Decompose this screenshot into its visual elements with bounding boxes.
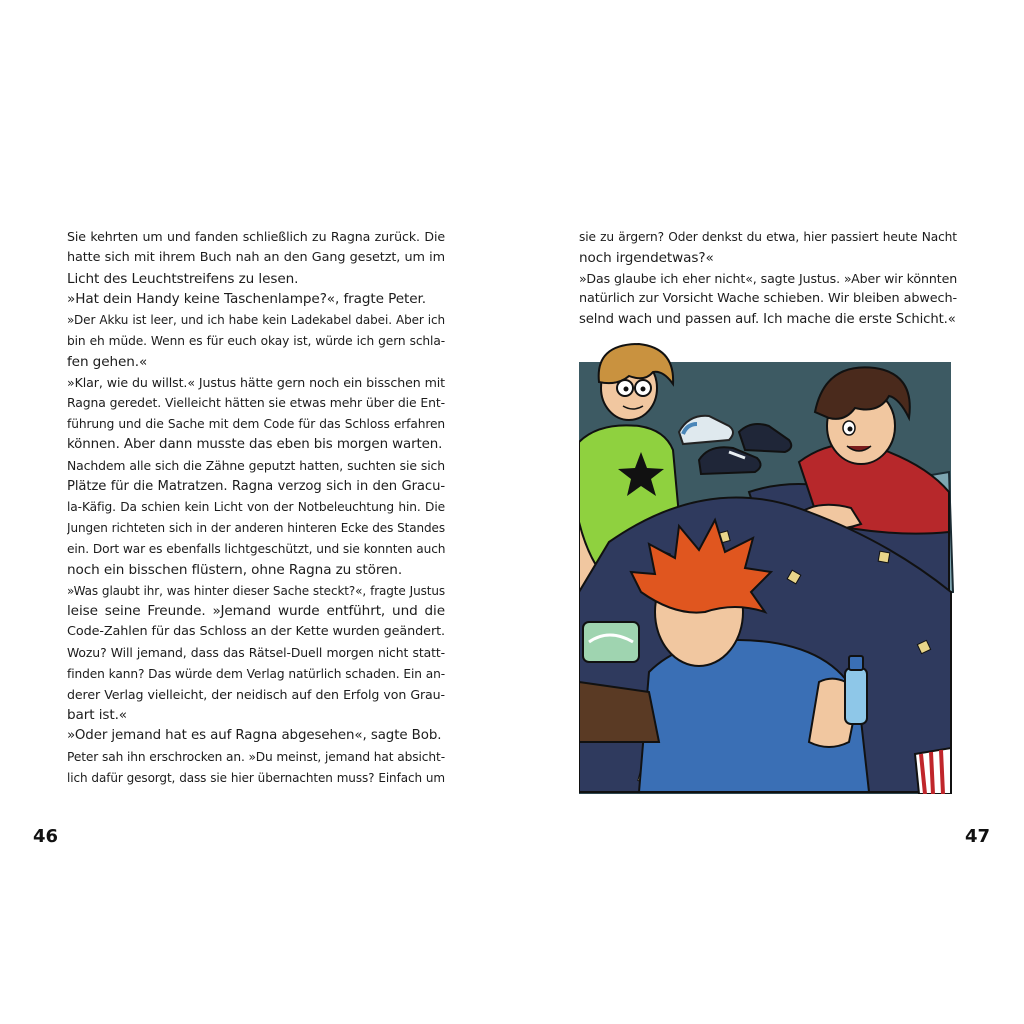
text-line: führung und die Sache mit dem Code für das Schloss erfahren [67, 417, 445, 432]
text-line: leise seine Freunde. »Jemand wurde entführt, und die [67, 603, 445, 620]
text-line: ein. Dort war es ebenfalls lichtgeschützt, und sie konnten auch [67, 541, 445, 556]
text-line: »Hat dein Handy keine Taschenlampe?«, fragte Peter. [67, 291, 426, 308]
boys-sleepover-illustration [579, 342, 957, 794]
text-line: Wozu? Will jemand, dass das Rätsel-Duell morgen nicht statt- [67, 644, 445, 660]
right-page [512, 0, 1024, 1024]
text-line: natürlich zur Vorsicht Wache schieben. Wir bleiben abwech- [579, 291, 957, 307]
text-line: derer Verlag vielleicht, der neidisch auf den Erfolg von Grau- [67, 686, 445, 702]
text-line: sie zu ärgern? Oder denkst du etwa, hier passiert heute Nacht [579, 230, 957, 244]
text-line: »Das glaube ich eher nicht«, sagte Justus. »Aber wir könnten [579, 270, 957, 286]
text-line: können. Aber dann musste das eben bis morgen warten. [67, 436, 443, 452]
text-line: Nachdem alle sich die Zähne geputzt hatten, suchten sie sich [67, 457, 445, 473]
text-line: Licht des Leuchtstreifens zu lesen. [67, 270, 299, 287]
text-line: Plätze für die Matratzen. Ragna verzog sich in den Gracu- [67, 478, 445, 494]
text-line: Sie kehrten um und fanden schließlich zu Ragna zurück. Die [67, 229, 445, 244]
text-line: noch irgendetwas?« [579, 249, 714, 266]
text-line: finden kann? Das würde dem Verlag natürlich schaden. Ein an- [67, 666, 445, 681]
page-number-left: 46 [33, 826, 59, 847]
text-line: Peter sah ihn erschrocken an. »Du meinst, jemand hat absicht- [67, 749, 445, 764]
right-page-body-text [579, 227, 957, 331]
text-line: noch ein bisschen flüstern, ohne Ragna zu stören. [67, 561, 403, 578]
bag [579, 682, 659, 742]
text-line: bart ist.« [67, 707, 128, 724]
popcorn-box [915, 748, 951, 794]
text-line: »Klar, wie du willst.« Justus hätte gern noch ein bisschen mit [67, 374, 445, 390]
text-line: »Der Akku ist leer, und ich habe kein Ladekabel dabei. Aber ich [67, 313, 445, 328]
lunchbox [583, 622, 639, 662]
text-line: Ragna geredet. Vielleicht hätten sie etwas mehr über die Ent- [67, 395, 445, 411]
text-line: Jungen richteten sich in der anderen hinteren Ecke des Standes [67, 521, 445, 536]
text-line: »Oder jemand hat es auf Ragna abgesehen«, sagte Bob. [67, 728, 442, 744]
text-line: Code-Zahlen für das Schloss an der Kette wurden geändert. [67, 624, 445, 640]
left-page-body-text [67, 227, 445, 789]
text-line: lich dafür gesorgt, dass sie hier übernachten muss? Einfach um [67, 770, 445, 785]
water-bottle [845, 656, 867, 724]
story-illustration [579, 342, 957, 794]
text-line: selnd wach und passen auf. Ich mache die erste Schicht.« [579, 312, 956, 328]
text-line: »Was glaubt ihr, was hinter dieser Sache steckt?«, fragte Justus [67, 583, 445, 598]
page-number-right: 47 [964, 826, 990, 847]
text-line: fen gehen.« [67, 353, 148, 370]
text-line: hatte sich mit ihrem Buch nah an den Gang gesetzt, um im [67, 249, 445, 265]
text-line: la-Käfig. Da schien kein Licht von der Notbeleuchtung hin. Die [67, 500, 445, 515]
text-line: bin eh müde. Wenn es für euch okay ist, würde ich gern schla- [67, 333, 445, 348]
